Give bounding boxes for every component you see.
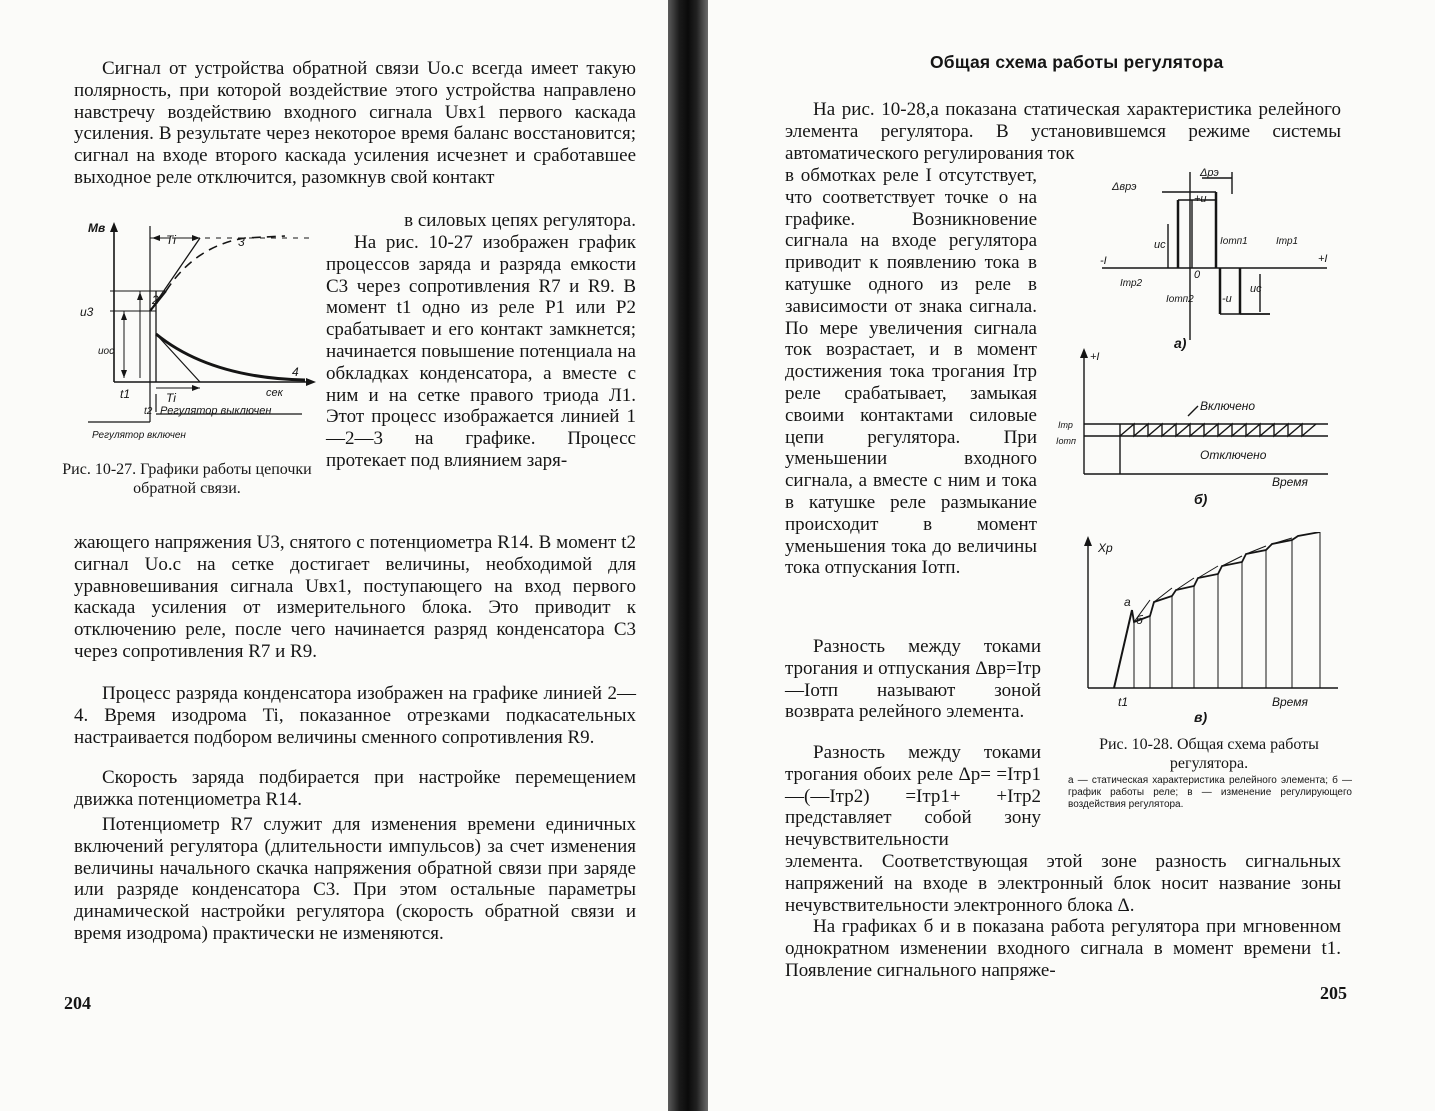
fig27-ti-top: Ti: [166, 233, 176, 247]
figure-10-28-c: [1076, 532, 1346, 726]
right-paragraph-4: На графиках б и в показана работа регулятора при мгновенном однократном изменении входного сигнала в момент времени t1. Появление сигнального напряже-: [785, 916, 1341, 981]
fig28a-uc: uс: [1154, 239, 1166, 251]
fig28a-i-otp1: Iотп1: [1220, 236, 1248, 247]
fig28c-b: б: [1136, 613, 1143, 627]
left-paragraph-2-continued: жающего напряжения U3, снятого с потенциометра R14. В момент t2 сигнал Uо.с на сетке достигает величины, необходимой для уравновешивания сигнала Uвх1, поступающего на вход первого каскада усиления от измерительного блока. Это приводит к отключению реле, после чего начинается разряд конденсатора С3 через сопротивления R7 и R9.: [74, 532, 636, 662]
fig27-reg-on: Регулятор включен: [92, 430, 186, 441]
book-spine: [668, 0, 708, 1111]
y-axis-arrow: [110, 222, 118, 232]
fig28a-i-tr2: Iтр2: [1120, 278, 1143, 289]
figure-10-28-b: [1050, 346, 1340, 512]
left-paragraph-1: Сигнал от устройства обратной связи Uо.с всегда имеет такую полярность, при которой воздействие этого устройства направлено навстречу воздействию входного сигнала Uвх1 первого каскада усиления. В результате через некоторое время баланс восстановится; сигнал на входе второго каскада усиления исчезнет и сработавшее выходное реле отключится, разомкнув свой контакт: [74, 58, 636, 188]
fig28b-on: Включено: [1200, 399, 1256, 413]
left-paragraph-1-end: в силовых цепях регулятора.: [404, 210, 636, 231]
fig28a-uc2: uс: [1250, 283, 1262, 295]
fig27-n2: 2: [152, 293, 159, 307]
fig28a-i-otp2: Iотп2: [1166, 294, 1194, 305]
fig27-reg-off: Регулятор выключен: [160, 405, 272, 417]
fig28a-plus-i: +I: [1318, 253, 1328, 265]
line-2-3: [166, 236, 285, 291]
fig28b-off: Отключено: [1200, 448, 1267, 462]
fig28a-zero: 0: [1194, 269, 1201, 281]
fig27-uoc: uос: [98, 346, 115, 357]
fig28b-time: Время: [1272, 475, 1308, 489]
fig28b-plus-i: +I: [1090, 351, 1100, 363]
right-paragraph-1: На рис. 10-28,а показана статическая характеристика релейного элемента регулятора. В установившемся режиме системы автоматического регулирования ток: [785, 99, 1341, 164]
left-page-number: 204: [64, 993, 91, 1013]
right-paragraph-3: Разность между токами трогания обоих реле Δр= =Iтр1—(—Iтр2) =Iтр1+ +Iтр2 представляет собой зону нечувствительности: [785, 742, 1041, 851]
fig27-t1: t1: [120, 387, 131, 401]
fig27-t2: t2: [144, 406, 153, 417]
x-axis-arrow: [306, 378, 316, 386]
figure-10-28-a: [1092, 164, 1350, 354]
right-heading: Общая схема работы регулятора: [930, 52, 1224, 72]
fig28a-d-vrz: Δврэ: [1112, 181, 1137, 193]
fig28a-label: а): [1174, 335, 1187, 351]
figure-10-27-caption: Рис. 10-27. Графики работы цепочки обратной связи.: [62, 461, 312, 497]
fig28a-i-tr1: Iтр1: [1276, 236, 1299, 247]
right-paragraph-2: Разность между токами трогания и отпускания Δвр=Iтр—Iотп называют зоной возврата релейного элемента.: [785, 636, 1041, 723]
line-2-4: [156, 334, 305, 380]
right-page-number: 205: [1320, 983, 1347, 1003]
left-paragraph-2-wrap: На рис. 10-27 изображен график процессов заряда и разряда емкости С3 через сопротивления R7 и R9. В момент t1 одно из реле Р1 или Р2 срабатывает и его контакт замкнется; начинается повышение потенциала на обкладках конденсатора, а вместе с ним и на сетке правого триода Л1. Этот процесс изображается линией 1—2—3 на графике. Процесс протекает под влиянием заря-: [326, 232, 636, 471]
fig28c-time: Время: [1272, 695, 1308, 709]
fig28a-plus-u: +u: [1194, 193, 1207, 205]
fig27-n4: 4: [292, 365, 299, 379]
fig28c-xp: Xр: [1098, 541, 1113, 555]
right-paragraph-3-continued: элемента. Соответствующая этой зоне разность сигнальных напряжений на входе в электронный блок носит название зоны нечувствительности электронного блока Δ.: [785, 851, 1341, 916]
fig27-ti-bottom: Ti: [166, 391, 176, 405]
fig28c-t1: t1: [1118, 695, 1129, 709]
fig28a-minus-i: -I: [1100, 255, 1107, 267]
fig27-y-label: Мв: [88, 221, 106, 235]
fig28a-minus-u: -u: [1222, 293, 1232, 305]
fig28b-i-tr: Iтр: [1058, 420, 1073, 430]
fig28c-label: в): [1194, 709, 1208, 725]
fig28b-i-otp: Iотп: [1056, 436, 1076, 446]
left-paragraph-3: Процесс разряда конденсатора изображен на графике линией 2—4. Время изодрома Ti, показанное отрезками подкасательных настраивается подбором величины сменного сопротивления R9.: [74, 683, 636, 748]
figure-10-27: [70, 216, 320, 448]
figure-10-28-caption: Рис. 10-28. Общая схема работы регулятора.: [1099, 736, 1319, 772]
left-paragraph-4: Скорость заряда подбирается при настройке перемещением движка потенциометра R14.: [74, 767, 636, 810]
figure-10-28-caption-sub: а — статическая характеристика релейного элемента; б — график работы реле; в — изменение регулирующего воздействия регулятора.: [1068, 775, 1352, 810]
right-paragraph-1-wrap: в обмотках реле I отсутствует, что соответствует точке о на графике. Возникновение сигнала на входе регулятора приводит к появлению тока в катушке одного из реле в зависимости от знака сигнала. По мере увеличения сигнала ток возрастает, и в момент достижения тока трогания Iтр реле срабатывает, замыкая своими контактами силовые цепи регулятора. При уменьшении входного сигнала, а вместе с ним и тока в катушке реле размыкание происходит в момент уменьшения тока до величины тока отпускания Iотп.: [785, 165, 1037, 579]
fig28c-a: а: [1124, 595, 1131, 609]
fig28a-d-rz: Δрэ: [1200, 167, 1219, 179]
fig28b-label: б): [1194, 491, 1208, 507]
left-paragraph-5: Потенциометр R7 служит для изменения времени единичных включений регулятора (длительности импульсов) за счет изменения величины начального скачка напряжения обратной связи при заряде или разряде конденсатора С3. При этом остальные параметры динамической настройки регулятора (скорость обратной связи и время изодрома) практически не изменяются.: [74, 814, 636, 944]
fig27-sec: сек: [266, 387, 283, 399]
fig27-u3: u3: [80, 305, 94, 319]
fig27-n3: 3: [238, 235, 245, 249]
